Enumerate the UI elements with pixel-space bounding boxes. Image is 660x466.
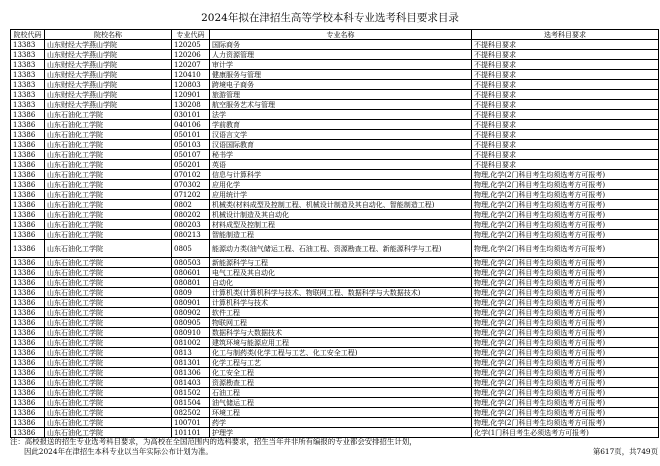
school-name-cell: 山东石油化工学院	[45, 328, 172, 338]
subject-requirement-cell: 不提科目要求	[472, 150, 659, 160]
school-name-cell: 山东石油化工学院	[45, 150, 172, 160]
table-row	[11, 80, 659, 90]
table-row	[11, 170, 659, 180]
school-code-cell: 13386	[11, 230, 45, 240]
major-name-cell: 化工安全工程	[210, 368, 472, 378]
school-name-cell: 山东石油化工学院	[45, 348, 172, 358]
subject-requirement-cell: 不提科目要求	[472, 140, 659, 150]
table-row	[11, 60, 659, 70]
school-code-cell: 13386	[11, 398, 45, 408]
table-row	[11, 110, 659, 120]
table-row	[11, 130, 659, 140]
major-name-cell: 自动化	[210, 278, 472, 288]
footer-note-line-1: 注：高校报送的招生专业选考科目要求，为高校在全国范围内的选科要求，招生当年并非所有编报的专业都会安排招生计划，	[10, 437, 417, 446]
school-code-cell: 13386	[11, 110, 45, 120]
school-name-cell: 山东石油化工学院	[45, 338, 172, 348]
major-name-cell: 汉语国际教育	[210, 140, 472, 150]
major-code-cell: 082502	[172, 408, 210, 418]
header-subject-requirement: 选考科目要求	[472, 30, 659, 40]
major-code-cell: 081502	[172, 388, 210, 398]
school-code-cell: 13386	[11, 130, 45, 140]
major-name-cell: 化工与制药类(化学工程与工艺、化工安全工程)	[210, 348, 472, 358]
subject-requirement-cell: 物理,化学(2门科目考生均须选考方可报考)	[472, 268, 659, 278]
major-name-cell: 物联网工程	[210, 318, 472, 328]
school-code-cell: 13386	[11, 210, 45, 220]
major-name-cell: 审计学	[210, 60, 472, 70]
subject-requirement-cell: 化学(1门科目考生必须选考方可报考)	[472, 428, 659, 438]
school-name-cell: 山东石油化工学院	[45, 230, 172, 240]
header-school-name: 院校名称	[45, 30, 172, 40]
subject-requirement-cell: 不提科目要求	[472, 60, 659, 70]
school-name-cell: 山东石油化工学院	[45, 358, 172, 368]
major-name-cell: 应用化学	[210, 180, 472, 190]
major-name-cell: 航空服务艺术与管理	[210, 100, 472, 110]
school-code-cell: 13386	[11, 408, 45, 418]
subject-requirement-cell: 物理,化学(2门科目考生均须选考方可报考)	[472, 278, 659, 288]
major-code-cell: 080503	[172, 258, 210, 268]
major-code-cell: 080213	[172, 230, 210, 240]
school-name-cell: 山东财经大学燕山学院	[45, 90, 172, 100]
major-name-cell: 电气工程及其自动化	[210, 268, 472, 278]
subject-requirements-table	[10, 29, 659, 438]
table-row	[11, 90, 659, 100]
major-code-cell: 050103	[172, 140, 210, 150]
school-name-cell: 山东石油化工学院	[45, 190, 172, 200]
major-name-cell: 计算机类(计算机科学与技术、物联网工程、数据科学与大数据技术)	[210, 288, 472, 298]
table-row	[11, 180, 659, 190]
school-name-cell: 山东石油化工学院	[45, 268, 172, 278]
major-code-cell: 100701	[172, 418, 210, 428]
major-code-cell: 080601	[172, 268, 210, 278]
school-name-cell: 山东财经大学燕山学院	[45, 50, 172, 60]
school-name-cell: 山东石油化工学院	[45, 258, 172, 268]
table-row	[11, 70, 659, 80]
table-body	[11, 40, 659, 438]
table-row	[11, 318, 659, 328]
school-name-cell: 山东石油化工学院	[45, 140, 172, 150]
table-row	[11, 308, 659, 318]
major-code-cell: 120207	[172, 60, 210, 70]
subject-requirement-cell: 物理,化学(2门科目考生均须选考方可报考)	[472, 358, 659, 368]
table-row	[11, 150, 659, 160]
school-code-cell: 13386	[11, 160, 45, 170]
table-row	[11, 140, 659, 150]
major-code-cell: 080203	[172, 220, 210, 230]
major-name-cell: 法学	[210, 110, 472, 120]
subject-requirement-cell: 物理,化学(2门科目考生均须选考方可报考)	[472, 200, 659, 210]
major-name-cell: 应用统计学	[210, 190, 472, 200]
page-title: 2024年拟在津招生高等学校本科专业选考科目要求目录	[201, 12, 459, 24]
subject-requirement-cell: 物理,化学(2门科目考生均须选考方可报考)	[472, 258, 659, 268]
school-code-cell: 13383	[11, 40, 45, 50]
subject-requirement-cell: 物理,化学(2门科目考生均须选考方可报考)	[472, 418, 659, 428]
major-code-cell: 050107	[172, 150, 210, 160]
major-name-cell: 新能源科学与工程	[210, 258, 472, 268]
subject-requirement-cell: 不提科目要求	[472, 90, 659, 100]
subject-requirement-cell: 物理,化学(2门科目考生均须选考方可报考)	[472, 388, 659, 398]
major-name-cell: 信息与计算科学	[210, 170, 472, 180]
subject-requirement-cell: 物理,化学(2门科目考生均须选考方可报考)	[472, 398, 659, 408]
major-name-cell: 旅游管理	[210, 90, 472, 100]
header-school-code: 院校代码	[11, 30, 45, 40]
table-row	[11, 258, 659, 268]
school-code-cell: 13386	[11, 298, 45, 308]
major-name-cell: 国际商务	[210, 40, 472, 50]
major-code-cell: 130208	[172, 100, 210, 110]
table-row	[11, 120, 659, 130]
subject-requirement-cell: 物理,化学(2门科目考生均须选考方可报考)	[472, 408, 659, 418]
footer-note-line-2: 因此2024年在津招生本科专业以当年实际公布计划为准。	[24, 447, 213, 456]
major-name-cell: 药学	[210, 418, 472, 428]
major-code-cell: 0802	[172, 200, 210, 210]
major-code-cell: 080910	[172, 328, 210, 338]
major-name-cell: 建筑环境与能源应用工程	[210, 338, 472, 348]
major-code-cell: 120410	[172, 70, 210, 80]
subject-requirement-cell: 不提科目要求	[472, 70, 659, 80]
major-code-cell: 081403	[172, 378, 210, 388]
subject-requirement-cell: 物理,化学(2门科目考生均须选考方可报考)	[472, 368, 659, 378]
major-name-cell: 化学工程与工艺	[210, 358, 472, 368]
school-name-cell: 山东石油化工学院	[45, 428, 172, 438]
major-name-cell: 汉语言文学	[210, 130, 472, 140]
table-row	[11, 328, 659, 338]
school-name-cell: 山东石油化工学院	[45, 110, 172, 120]
school-code-cell: 13383	[11, 100, 45, 110]
subject-requirement-cell: 物理,化学(2门科目考生均须选考方可报考)	[472, 240, 659, 258]
table-row	[11, 388, 659, 398]
school-name-cell: 山东石油化工学院	[45, 378, 172, 388]
major-code-cell: 030101	[172, 110, 210, 120]
subject-requirement-cell: 不提科目要求	[472, 110, 659, 120]
major-name-cell: 能源动力类(油气储运工程、石油工程、资源勘查工程、新能源科学与工程)	[210, 240, 472, 258]
school-name-cell: 山东财经大学燕山学院	[45, 60, 172, 70]
major-name-cell: 软件工程	[210, 308, 472, 318]
school-name-cell: 山东财经大学燕山学院	[45, 40, 172, 50]
table-row	[11, 50, 659, 60]
school-code-cell: 13386	[11, 328, 45, 338]
major-name-cell: 石油工程	[210, 388, 472, 398]
major-name-cell: 学前教育	[210, 120, 472, 130]
major-name-cell: 机械设计制造及其自动化	[210, 210, 472, 220]
major-code-cell: 070302	[172, 180, 210, 190]
major-name-cell: 油气储运工程	[210, 398, 472, 408]
school-code-cell: 13386	[11, 308, 45, 318]
school-name-cell: 山东石油化工学院	[45, 220, 172, 230]
table-row	[11, 240, 659, 258]
school-name-cell: 山东石油化工学院	[45, 298, 172, 308]
subject-requirement-cell: 不提科目要求	[472, 100, 659, 110]
table-row	[11, 358, 659, 368]
school-code-cell: 13386	[11, 278, 45, 288]
page-indicator: 第617页，共749页	[592, 447, 658, 456]
major-code-cell: 0809	[172, 288, 210, 298]
table-row	[11, 368, 659, 378]
major-code-cell: 120206	[172, 50, 210, 60]
table-row	[11, 338, 659, 348]
major-name-cell: 健康服务与管理	[210, 70, 472, 80]
major-code-cell: 040106	[172, 120, 210, 130]
table-row	[11, 278, 659, 288]
major-code-cell: 0805	[172, 240, 210, 258]
school-code-cell: 13386	[11, 428, 45, 438]
school-code-cell: 13383	[11, 80, 45, 90]
page-current: 第617页	[592, 447, 622, 456]
school-code-cell: 13386	[11, 200, 45, 210]
school-code-cell: 13386	[11, 180, 45, 190]
table-row	[11, 100, 659, 110]
major-name-cell: 人力资源管理	[210, 50, 472, 60]
school-code-cell: 13383	[11, 50, 45, 60]
subject-requirement-cell: 物理,化学(2门科目考生均须选考方可报考)	[472, 338, 659, 348]
school-code-cell: 13386	[11, 190, 45, 200]
major-code-cell: 081504	[172, 398, 210, 408]
major-name-cell: 环境工程	[210, 408, 472, 418]
school-name-cell: 山东石油化工学院	[45, 120, 172, 130]
major-name-cell: 机械类(材料成型及控制工程、机械设计制造及其自动化、智能制造工程)	[210, 200, 472, 210]
major-name-cell: 跨境电子商务	[210, 80, 472, 90]
table-row	[11, 408, 659, 418]
major-name-cell: 材料成型及控制工程	[210, 220, 472, 230]
school-name-cell: 山东石油化工学院	[45, 308, 172, 318]
subject-requirement-cell: 物理,化学(2门科目考生均须选考方可报考)	[472, 378, 659, 388]
major-code-cell: 080801	[172, 278, 210, 288]
table-row	[11, 428, 659, 438]
subject-requirement-cell: 物理,化学(2门科目考生均须选考方可报考)	[472, 298, 659, 308]
table-row	[11, 398, 659, 408]
header-major-name: 专业名称	[210, 30, 472, 40]
major-code-cell: 070102	[172, 170, 210, 180]
school-code-cell: 13383	[11, 60, 45, 70]
school-name-cell: 山东石油化工学院	[45, 180, 172, 190]
subject-requirement-cell: 物理,化学(2门科目考生均须选考方可报考)	[472, 318, 659, 328]
major-code-cell: 080905	[172, 318, 210, 328]
school-code-cell: 13386	[11, 150, 45, 160]
major-code-cell: 071202	[172, 190, 210, 200]
major-code-cell: 050101	[172, 130, 210, 140]
subject-requirement-cell: 物理,化学(2门科目考生均须选考方可报考)	[472, 220, 659, 230]
major-name-cell: 英语	[210, 160, 472, 170]
school-name-cell: 山东石油化工学院	[45, 170, 172, 180]
major-code-cell: 101101	[172, 428, 210, 438]
major-code-cell: 081306	[172, 368, 210, 378]
table-row	[11, 40, 659, 50]
school-name-cell: 山东石油化工学院	[45, 130, 172, 140]
school-code-cell: 13383	[11, 70, 45, 80]
major-code-cell: 080901	[172, 298, 210, 308]
table-row	[11, 190, 659, 200]
school-code-cell: 13386	[11, 140, 45, 150]
table-row	[11, 288, 659, 298]
header-major-code: 专业代码	[172, 30, 210, 40]
school-code-cell: 13386	[11, 220, 45, 230]
major-code-cell: 081301	[172, 358, 210, 368]
major-code-cell: 080202	[172, 210, 210, 220]
major-code-cell: 0813	[172, 348, 210, 358]
subject-requirement-cell: 物理,化学(2门科目考生均须选考方可报考)	[472, 348, 659, 358]
subject-requirement-cell: 物理,化学(2门科目考生均须选考方可报考)	[472, 230, 659, 240]
school-code-cell: 13386	[11, 258, 45, 268]
major-name-cell: 护理学	[210, 428, 472, 438]
school-name-cell: 山东财经大学燕山学院	[45, 80, 172, 90]
table-row	[11, 210, 659, 220]
school-code-cell: 13386	[11, 170, 45, 180]
table-row	[11, 200, 659, 210]
subject-requirement-cell: 物理,化学(2门科目考生均须选考方可报考)	[472, 190, 659, 200]
table-row	[11, 378, 659, 388]
subject-requirement-cell: 不提科目要求	[472, 80, 659, 90]
school-name-cell: 山东石油化工学院	[45, 398, 172, 408]
subject-requirement-cell: 物理,化学(2门科目考生均须选考方可报考)	[472, 170, 659, 180]
major-code-cell: 080902	[172, 308, 210, 318]
school-name-cell: 山东石油化工学院	[45, 160, 172, 170]
school-name-cell: 山东财经大学燕山学院	[45, 100, 172, 110]
footer-note	[10, 437, 658, 457]
school-name-cell: 山东石油化工学院	[45, 418, 172, 428]
school-name-cell: 山东石油化工学院	[45, 200, 172, 210]
school-name-cell: 山东财经大学燕山学院	[45, 70, 172, 80]
major-name-cell: 计算机科学与技术	[210, 298, 472, 308]
major-code-cell: 081002	[172, 338, 210, 348]
school-code-cell: 13383	[11, 90, 45, 100]
school-code-cell: 13386	[11, 388, 45, 398]
subject-requirement-cell: 不提科目要求	[472, 160, 659, 170]
subject-requirement-cell: 物理,化学(2门科目考生均须选考方可报考)	[472, 210, 659, 220]
school-name-cell: 山东石油化工学院	[45, 408, 172, 418]
school-code-cell: 13386	[11, 378, 45, 388]
major-name-cell: 智能制造工程	[210, 230, 472, 240]
table-row	[11, 220, 659, 230]
school-code-cell: 13386	[11, 120, 45, 130]
school-name-cell: 山东石油化工学院	[45, 240, 172, 258]
school-code-cell: 13386	[11, 368, 45, 378]
table-row	[11, 298, 659, 308]
table-row	[11, 348, 659, 358]
major-code-cell: 120901	[172, 90, 210, 100]
table-row	[11, 230, 659, 240]
school-name-cell: 山东石油化工学院	[45, 368, 172, 378]
major-code-cell: 120205	[172, 40, 210, 50]
subject-requirement-cell: 物理,化学(2门科目考生均须选考方可报考)	[472, 308, 659, 318]
table-header-row	[11, 30, 659, 40]
table-row	[11, 268, 659, 278]
subject-requirement-cell: 不提科目要求	[472, 120, 659, 130]
school-code-cell: 13386	[11, 358, 45, 368]
subject-requirement-cell: 不提科目要求	[472, 40, 659, 50]
school-name-cell: 山东石油化工学院	[45, 288, 172, 298]
school-code-cell: 13386	[11, 288, 45, 298]
major-code-cell: 120803	[172, 80, 210, 90]
major-name-cell: 资源勘查工程	[210, 378, 472, 388]
subject-requirement-cell: 不提科目要求	[472, 50, 659, 60]
table-row	[11, 418, 659, 428]
subject-requirement-cell: 物理,化学(2门科目考生均须选考方可报考)	[472, 180, 659, 190]
major-code-cell: 050201	[172, 160, 210, 170]
subject-requirement-cell: 不提科目要求	[472, 130, 659, 140]
subject-requirement-cell: 物理,化学(2门科目考生均须选考方可报考)	[472, 328, 659, 338]
table-row	[11, 160, 659, 170]
school-code-cell: 13386	[11, 240, 45, 258]
major-name-cell: 数据科学与大数据技术	[210, 328, 472, 338]
school-name-cell: 山东石油化工学院	[45, 388, 172, 398]
major-name-cell: 秘书学	[210, 150, 472, 160]
school-code-cell: 13386	[11, 318, 45, 328]
page-total: 共749页	[629, 447, 658, 456]
school-name-cell: 山东石油化工学院	[45, 318, 172, 328]
school-code-cell: 13386	[11, 418, 45, 428]
school-code-cell: 13386	[11, 268, 45, 278]
school-name-cell: 山东石油化工学院	[45, 278, 172, 288]
school-name-cell: 山东石油化工学院	[45, 210, 172, 220]
school-code-cell: 13386	[11, 338, 45, 348]
subject-requirement-cell: 物理,化学(2门科目考生均须选考方可报考)	[472, 288, 659, 298]
school-code-cell: 13386	[11, 348, 45, 358]
